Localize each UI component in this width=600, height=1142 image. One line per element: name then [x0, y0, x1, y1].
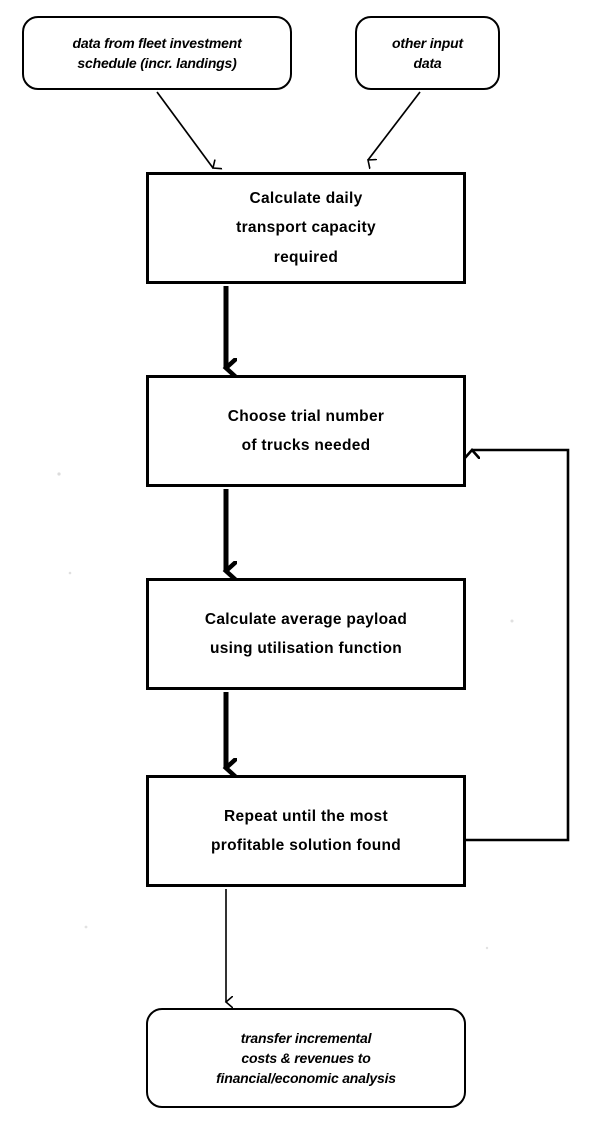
node-other-input-data-line-2: data [413, 55, 442, 71]
node-calculate-capacity-line-1: Calculate daily [249, 189, 363, 207]
node-repeat-until-line-2: profitable solution found [210, 837, 402, 854]
node-fleet-data-line-2: schedule (incr. landings) [77, 55, 237, 71]
node-repeat-until[interactable] [146, 775, 466, 887]
edge-fleet-data-to-calculate-capacity [157, 92, 213, 168]
node-transfer-costs[interactable] [146, 1008, 466, 1108]
node-choose-trucks-line-1: Choose trial number [227, 407, 385, 425]
node-fleet-data-line-1: data from fleet investment [72, 34, 242, 51]
node-calculate-payload[interactable] [146, 578, 466, 690]
edge-repeat-until-to-choose-trucks-feedback [466, 450, 568, 840]
node-calculate-capacity[interactable] [146, 172, 466, 284]
node-calculate-capacity-line-3: required [273, 248, 339, 266]
node-calculate-payload-line-1: Calculate average payload [204, 610, 408, 628]
node-other-input-data-line-1: other input [392, 34, 463, 51]
node-calculate-payload-line-2: using utilisation function [209, 640, 403, 657]
node-transfer-costs-line-1: transfer incremental [240, 1029, 372, 1046]
node-other-input-data[interactable] [355, 16, 500, 90]
edge-other-data-to-calculate-capacity [368, 92, 420, 160]
node-transfer-costs-line-3: financial/economic analysis [216, 1070, 396, 1087]
node-calculate-capacity-line-2: transport capacity [236, 219, 376, 237]
node-repeat-until-line-1: Repeat until the most [224, 807, 388, 825]
node-choose-trucks-line-2: of trucks needed [241, 437, 371, 454]
node-fleet-data[interactable] [22, 16, 292, 90]
node-choose-trucks[interactable] [146, 375, 466, 487]
node-transfer-costs-line-2: costs & revenues to [241, 1049, 371, 1066]
